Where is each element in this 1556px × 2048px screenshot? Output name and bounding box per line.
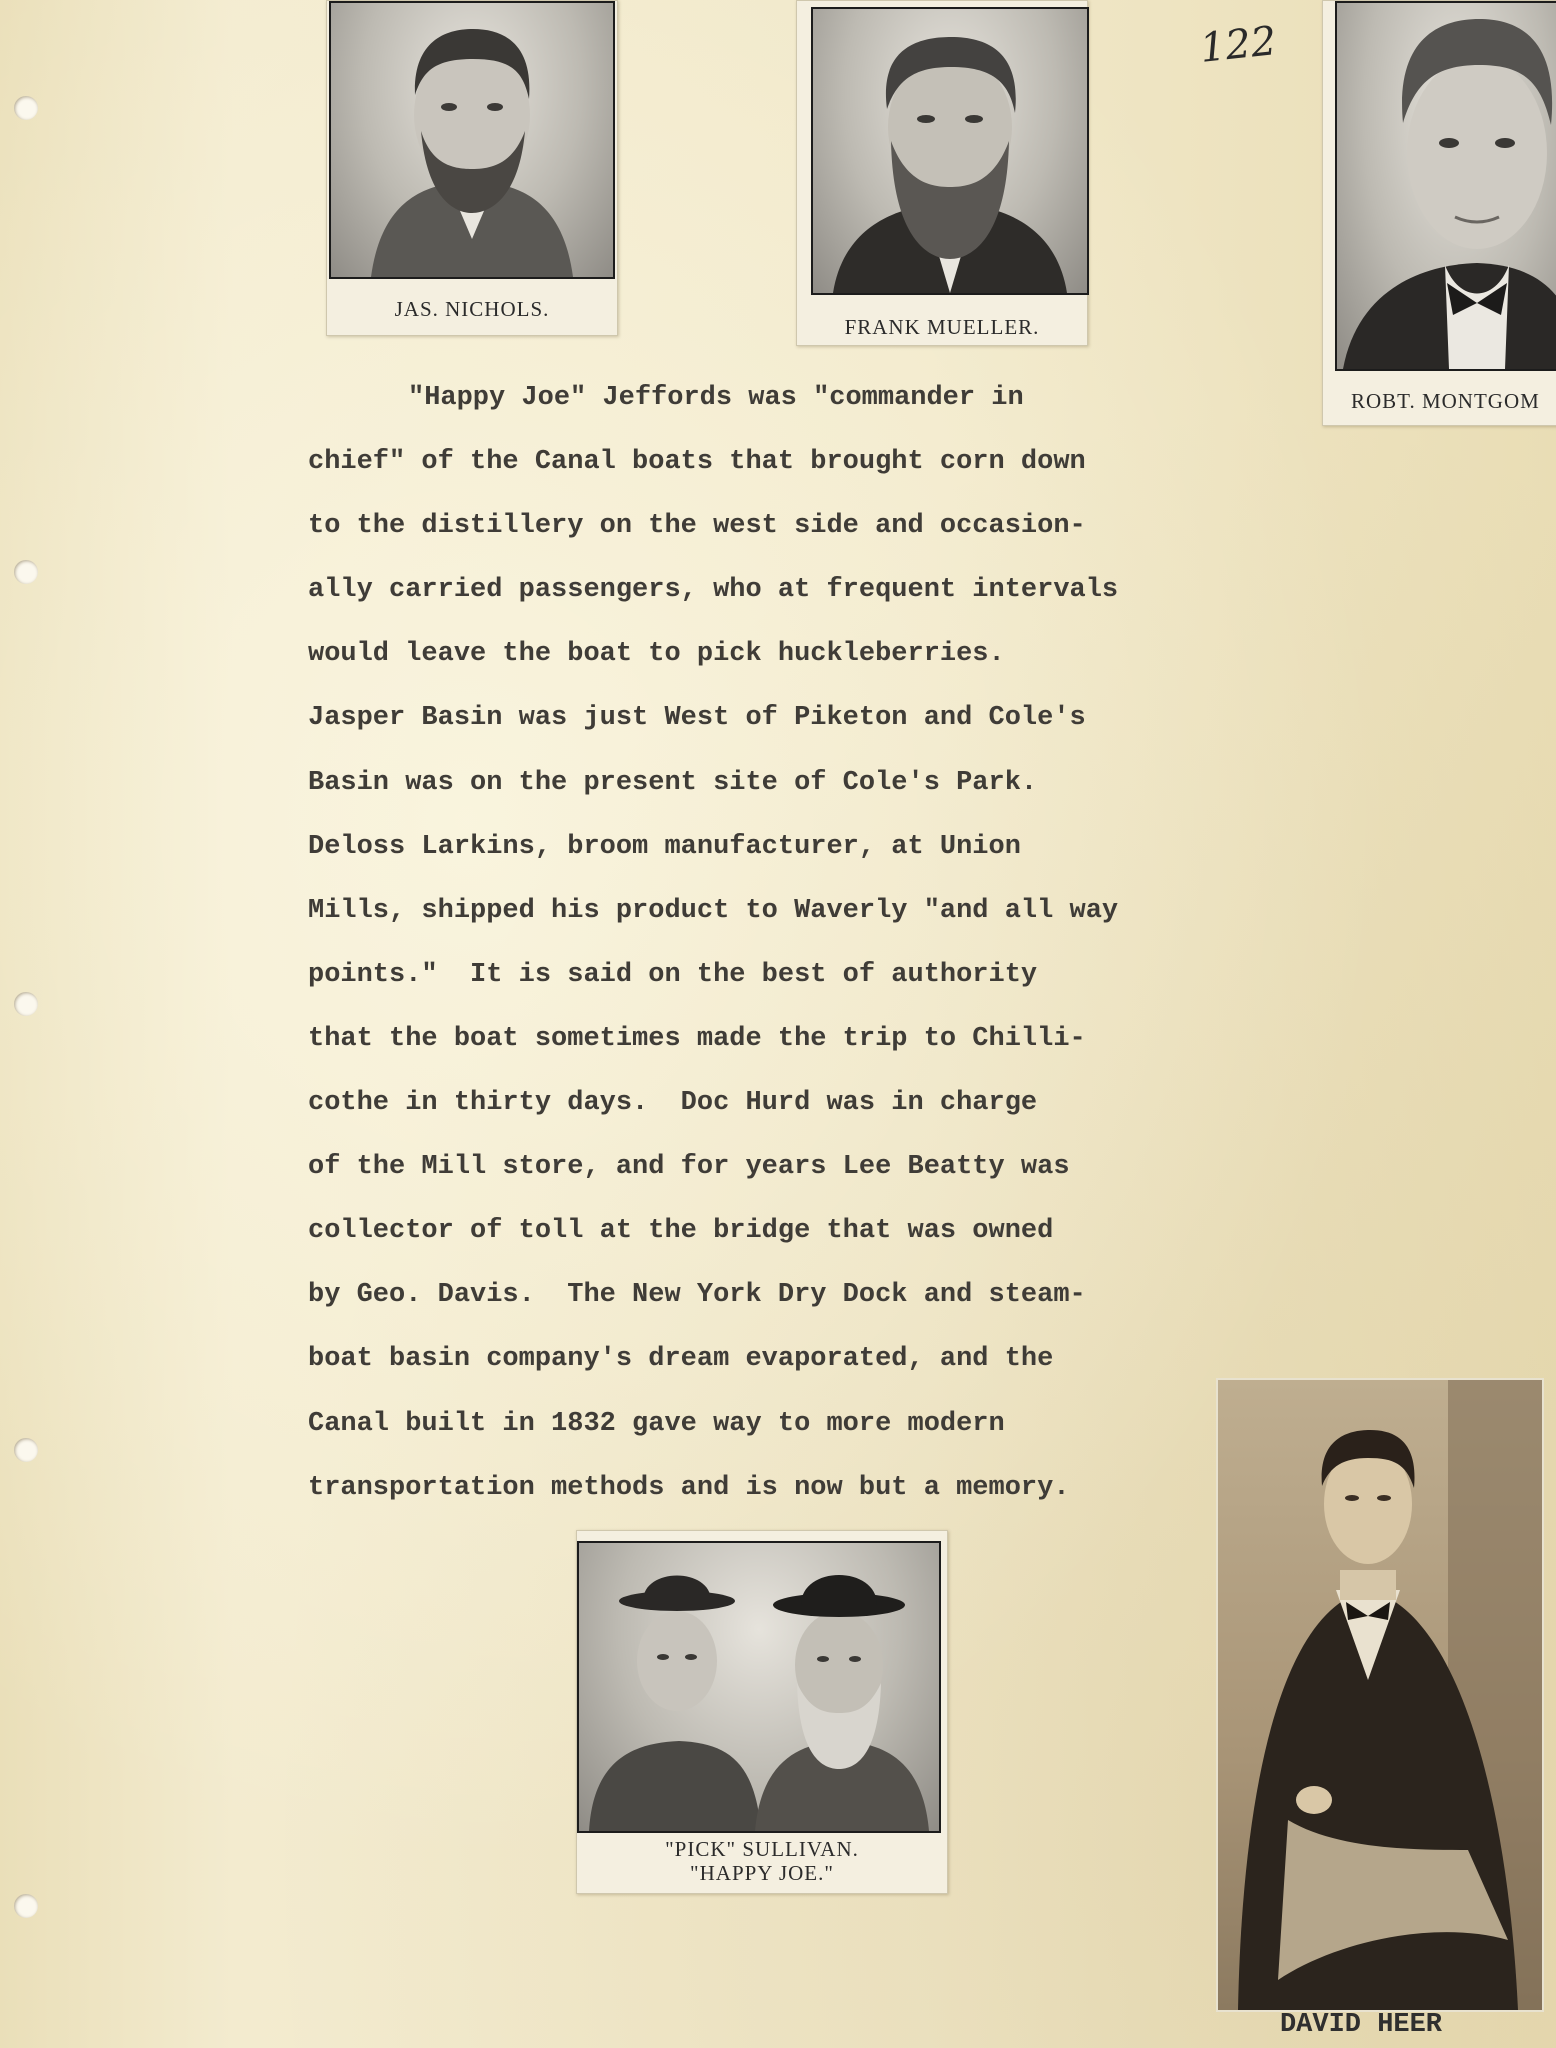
text-line: to the distillery on the west side and occasion-	[308, 511, 1086, 542]
clipping-group-photo	[576, 1530, 948, 1894]
photo-david-heer	[1216, 1378, 1544, 2012]
caption-jas-nichols: JAS. NICHOLS.	[394, 297, 550, 321]
clipping-jas-nichols	[326, 0, 618, 336]
text-line: points." It is said on the best of authority	[308, 959, 1038, 990]
text-line: cothe in thirty days. Doc Hurd was in charge	[308, 1088, 1038, 1119]
binder-hole	[14, 560, 38, 584]
caption-robt-montgomery: ROBT. MONTGOM	[1351, 389, 1540, 413]
binder-hole	[14, 1438, 38, 1462]
clipping-robt-montgomery	[1322, 0, 1556, 426]
portrait-robt-montgomery	[1335, 1, 1556, 371]
bearded-man-portrait	[813, 9, 1087, 293]
text-line: of the Mill store, and for years Lee Beatty was	[308, 1152, 1070, 1183]
text-line: that the boat sometimes made the trip to Chilli-	[308, 1023, 1086, 1054]
portrait-pick-sullivan-happy-joe	[577, 1541, 941, 1833]
typewritten-text	[308, 366, 1288, 1520]
text-line: would leave the boat to pick huckleberries.	[308, 639, 1005, 670]
caption-group-line2: "HAPPY JOE."	[690, 1861, 834, 1885]
bearded-man-portrait	[331, 3, 613, 277]
portrait-jas-nichols	[329, 1, 615, 279]
text-line: chief" of the Canal boats that brought corn down	[308, 447, 1086, 478]
clipping-frank-mueller	[796, 0, 1088, 346]
text-line: collector of toll at the bridge that was owned	[308, 1216, 1054, 1247]
binder-hole	[14, 96, 38, 120]
two-men-in-hats-portrait	[579, 1543, 939, 1831]
caption-frank-mueller: FRANK MUELLER.	[844, 315, 1040, 339]
portrait-frank-mueller	[811, 7, 1089, 295]
seated-young-man-photograph	[1218, 1380, 1542, 2010]
text-line: Deloss Larkins, broom manufacturer, at Union	[308, 831, 1021, 862]
text-line: Canal built in 1832 gave way to more modern	[308, 1408, 1005, 1439]
text-line: by Geo. Davis. The New York Dry Dock and steam-	[308, 1280, 1086, 1311]
text-line: Basin was on the present site of Cole's Park.	[308, 767, 1038, 798]
text-line: Jasper Basin was just West of Piketon and Cole's	[308, 703, 1086, 734]
binder-hole	[14, 1894, 38, 1918]
text-line: transportation methods and is now but a memory.	[308, 1472, 1070, 1503]
page-number: 122	[1197, 18, 1279, 72]
clean-shaven-man-portrait	[1337, 3, 1556, 369]
text-line: Mills, shipped his product to Waverly "and all way	[308, 895, 1119, 926]
label-david-heer: DAVID HEER	[1279, 2010, 1443, 2040]
caption-group-line1: "PICK" SULLIVAN.	[665, 1837, 859, 1861]
text-line: boat basin company's dream evaporated, and the	[308, 1344, 1054, 1375]
binder-hole	[14, 992, 38, 1016]
text-line: "Happy Joe" Jeffords was "commander in	[408, 383, 1024, 413]
text-line: ally carried passengers, who at frequent intervals	[308, 575, 1119, 606]
